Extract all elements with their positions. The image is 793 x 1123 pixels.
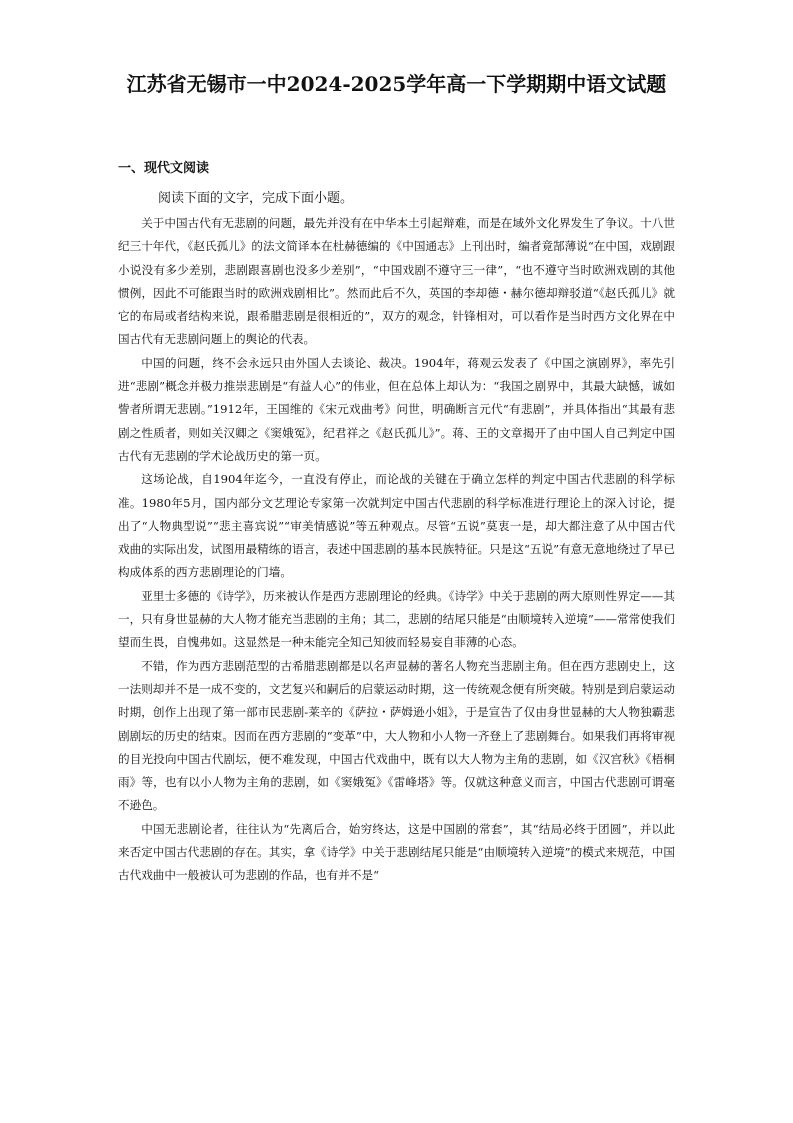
passage-paragraph-1: 关于中国古代有无悲剧的问题，最先并没有在中华本土引起辩难，而是在域外文化界发生了争议。十八世纪三十年代，《赵氏孤儿》的法文简译本在杜赫德编的《中国通志》上刊出时，编者竟郜薄说“在中国，戏剧跟小说没有多少差别，悲剧跟喜剧也没多少差别”，“中国戏剧不遵守三一律”，“也不遵守当时欧洲戏剧的其他惯例，因此不可能跟当时的欧洲戏剧相比”。然而此后不久，英国的李却德・赫尔德却辩驳道“《赵氏孤儿》就它的布局或者结构来说，跟希腊悲剧是很相近的”，双方的观念，针锋相对，可以看作是当时西方文化界在中国古代有无悲剧问题上的舆论的代表。 [118,216,675,347]
passage-paragraph-5: 不错，作为西方悲剧范型的古希腊悲剧都是以名声显赫的著名人物充当悲剧主角。但在西方悲剧史上，这一法则却并不是一成不变的，文艺复兴和嗣后的启蒙运动时期，这一传统观念便有所突破。特别是到启蒙运动时期，创作上出现了第一部市民悲剧-莱辛的《萨拉・萨姆逊小姐》，于是宣告了仅由身世显赫的大人物独霸悲剧剧坛的历史的结束。因而在西方悲剧的“变革”中，大人物和小人物一齐登上了悲剧舞台。如果我们再将审视的目光投向中国古代剧坛，便不难发现，中国古代戏曲中，既有以大人物为主角的悲剧，如《汉宫秋》《梧桐雨》等，也有以小人物为主角的悲剧，如《窦娥冤》《雷峰塔》等。仅就这种意义而言，中国古代悲剧可谓毫不逊色。 [118,658,675,813]
passage-paragraph-4: 亚里士多德的《诗学》，历来被认作是西方悲剧理论的经典。《诗学》中关于悲剧的两大原则性界定——其一，只有身世显赫的大人物才能充当悲剧的主角；其二，悲剧的结尾只能是“由顺境转入逆境”——常常使我们望而生畏，自愧弗如。这显然是一种未能完全知己知彼而轻易妄自菲薄的心态。 [118,588,675,650]
passage-paragraph-2: 中国的问题，终不会永远只由外国人去谈论、裁决。1904年，蒋观云发表了《中国之演剧界》，率先引进“悲剧”概念并极力推崇悲剧是“有益人心”的伟业，但在总体上却认为：“我国之剧界中，其最大缺憾，诚如訾者所谓无悲剧。”1912年，王国维的《宋元戏曲考》问世，明确断言元代“有悲剧”，并具体指出“其最有悲剧之性质者，则如关汉卿之《窦娥冤》，纪君祥之《赵氏孤儿》”。蒋、王的文章揭开了由中国人自己判定中国古代有无悲剧的学术论战历史的第一页。 [118,355,675,463]
section-heading: 一、现代文阅读 [118,161,210,176]
document-title: 江苏省无锡市一中2024-2025学年高一下学期期中语文试题 [126,72,667,96]
passage-paragraph-3: 这场论战，自1904年迄今，一直没有停止，而论战的关键在于确立怎样的判定中国古代悲剧的科学标准。1980年5月，国内部分文艺理论专家第一次就判定中国古代悲剧的科学标准进行理论上的深入讨论，提出了“人物典型说”“悲主喜宾说”“审美情感说”等五种观点。尽管“五说”莫衷一是，却大都注意了从中国古代戏曲的实际出发，试图用最精练的语言，表述中国悲剧的基本民族特征。只是这“五说”有意无意地绕过了早已构成体系的西方悲剧理论的门墙。 [118,472,675,580]
reading-passage [118,212,675,888]
passage-paragraph-6: 中国无悲剧论者，往往认为“先离后合，始穷终达，这是中国剧的常套”，其“结局必终于团圆”，并以此来否定中国古代悲剧的存在。其实，拿《诗学》中关于悲剧结尾只能是“由顺境转入逆境”的模式来规范，中国古代戏曲中一般被认可为悲剧的作品，也有并不是“ [118,821,675,883]
reading-instruction: 阅读下面的文字，完成下面小题。 [158,191,354,206]
